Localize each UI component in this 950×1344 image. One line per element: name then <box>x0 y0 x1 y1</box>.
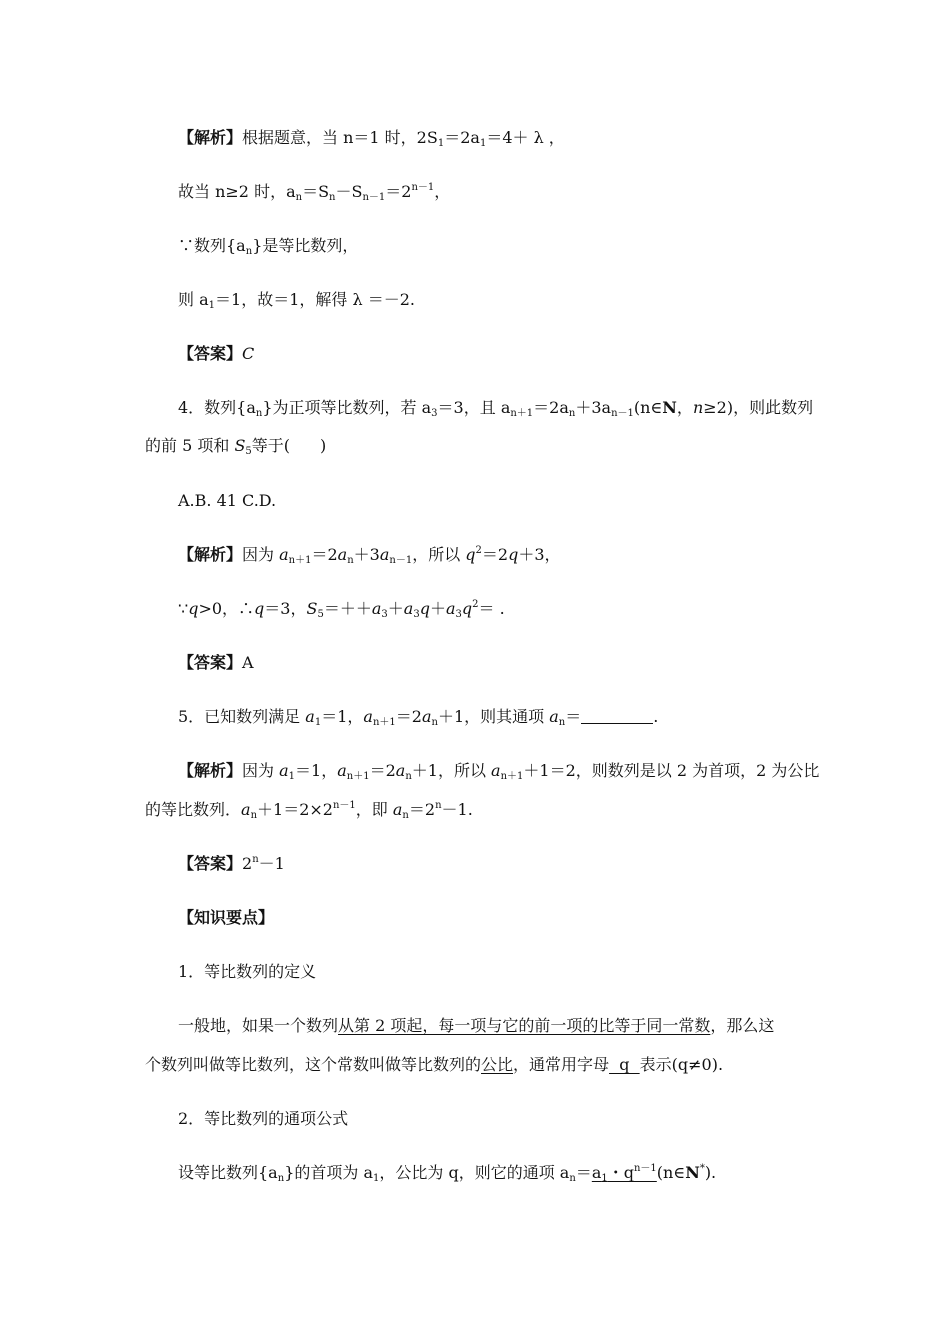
analysis-line-2: 故当 n≥2 时，$a_n=S_n-S_{n-1}=2^{n-1}$， <box>178 182 451 203</box>
knowledge-points-heading: 【知识要点】 <box>178 908 275 927</box>
general-term-formula: 设等比数列$\{a_n\}$的首项为 $a_1$，公比为 q，则它的通项 $a_n=a_1$・$q^{n-1}(n\in N^*)$. <box>178 1163 717 1184</box>
question-5: 5．已知数列满足 $a_1=1$，$a_{n+1}=2a_n+1$，则其通项 $a_n=$ . <box>178 707 659 728</box>
question-4-options: A.B. 41 C.D. <box>178 491 277 510</box>
answer-line-3: 【答案】$2^n-1$ <box>178 854 285 873</box>
question-4-line-2: 的前 5 项和 $S_5$等于( ) <box>145 436 327 457</box>
analysis-q4-line-2: ∵q>0，∴q＝3，$S_5=++a_3+a_3q+a_3q^2=$ . <box>178 599 505 620</box>
answer-line-2: 【答案】A <box>178 653 254 672</box>
answer-blank <box>581 709 653 724</box>
section-1-heading: 1．等比数列的定义 <box>178 962 317 981</box>
analysis-tag: 【解析】 <box>178 128 243 147</box>
section-2-heading: 2．等比数列的通项公式 <box>178 1109 349 1128</box>
analysis-line-3: ∵数列$\{a_n\}$是等比数列， <box>178 236 359 257</box>
answer-line-1 <box>178 343 254 365</box>
analysis-q4-line-1: 【解析】因为 $a_{n+1}=2a_n+3a_{n-1}$，所以 $q^2=2q+3$， <box>178 545 561 566</box>
analysis-line-4: 则 $a_1=1$，故＝1，解得 λ ＝－2. <box>178 290 415 311</box>
answer-value: C <box>242 344 255 363</box>
definition-line-1: 一般地，如果一个数列从第 2 项起，每一项与它的前一项的比等于同一常数，那么这 <box>178 1016 775 1035</box>
answer-tag: 【答案】 <box>178 344 243 363</box>
analysis-q5-line-2: 的等比数列．$a_n+1=2\times 2^{n-1}$，即 $a_n=2^n-1$. <box>145 800 473 821</box>
analysis-line-1: 【解析】根据题意，当 n＝1 时，$2S_1=2a_1=4+ \lambda$ ， <box>178 128 565 149</box>
analysis-q5-line-1: 【解析】因为 $a_1=1$，$a_{n+1}=2a_n+1$，所以 $a_{n+1}+1=2$，则数列是以 2 为首项，2 为公比 <box>178 761 820 782</box>
definition-line-2: 个数列叫做等比数列，这个常数叫做等比数列的公比，通常用字母 q 表示(q≠0). <box>145 1055 724 1074</box>
question-4-line-1: 4．数列$\{a_n\}$为正项等比数列，若 $a_3=3$，且 $a_{n+1}=2a_n+3a_{n-1}(n\in N$，n≥2)，则此数列 <box>178 398 814 419</box>
